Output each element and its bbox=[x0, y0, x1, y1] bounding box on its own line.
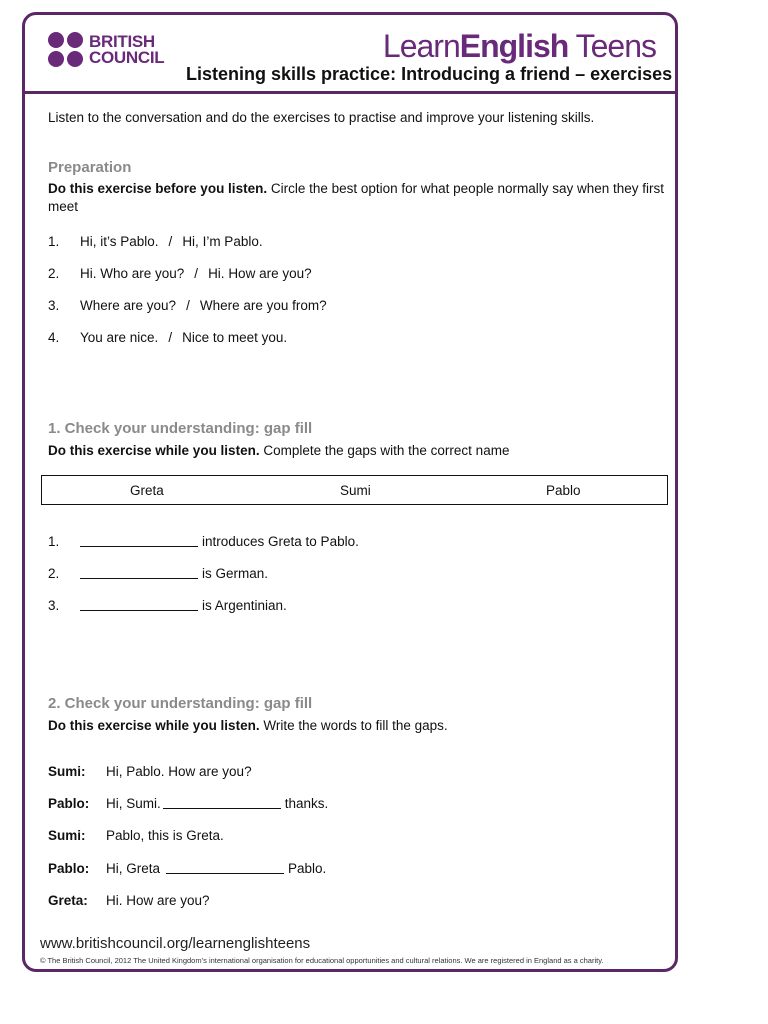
dialogue-line: Pablo: Hi, Sumi. thanks. bbox=[48, 796, 329, 811]
learnenglish-teens-logo bbox=[383, 28, 656, 65]
dialogue-line: Pablo: Hi, Greta Pablo. bbox=[48, 861, 327, 876]
preparation-title: Preparation bbox=[48, 159, 132, 176]
section2-title: 2. Check your understanding: gap fill bbox=[48, 695, 313, 712]
name-pablo: Pablo bbox=[546, 482, 581, 498]
footer-copyright: © The British Council, 2012 The United Kingdom’s international organisation for educational opportunities and cultural relations. We are registered in England as a charity. bbox=[40, 956, 604, 965]
gap-item: 1. introduces Greta to Pablo. bbox=[48, 534, 359, 549]
british-council-logo bbox=[48, 32, 164, 67]
footer-url[interactable]: www.britishcouncil.org/learnenglishteens bbox=[40, 935, 311, 952]
preparation-instr-bold: Do this exercise before you listen. bbox=[48, 181, 268, 196]
logo-teens: Teens bbox=[568, 28, 656, 64]
gap-blank[interactable] bbox=[163, 796, 281, 809]
list-item: 3. Where are you? / Where are you from? bbox=[48, 298, 327, 313]
logo-learn: Learn bbox=[382, 28, 460, 64]
name-greta: Greta bbox=[130, 482, 164, 498]
list-item: 4. You are nice. / Nice to meet you. bbox=[48, 330, 288, 345]
list-item: 2. Hi. Who are you? / Hi. How are you? bbox=[48, 266, 312, 281]
preparation-instr-text: Circle the best option for what people normally say when they first meet bbox=[48, 181, 665, 214]
gap-blank[interactable] bbox=[166, 861, 284, 874]
gap-blank[interactable] bbox=[80, 598, 198, 611]
logo-english: English bbox=[459, 28, 569, 64]
gap-blank[interactable] bbox=[80, 566, 198, 579]
header-divider bbox=[22, 91, 678, 94]
gap-item: 3. is Argentinian. bbox=[48, 598, 287, 613]
gap-blank[interactable] bbox=[80, 534, 198, 547]
dialogue-line: Sumi: Hi, Pablo. How are you? bbox=[48, 764, 252, 779]
intro-text: Listen to the conversation and do the exercises to practise and improve your listening skills. bbox=[48, 110, 595, 125]
british-council-dots-icon bbox=[48, 32, 83, 67]
brand-line2: COUNCIL bbox=[89, 47, 165, 67]
section2-instructions: Do this exercise while you listen. Write the words to fill the gaps. bbox=[48, 718, 448, 733]
dialogue-line: Sumi: Pablo, this is Greta. bbox=[48, 828, 224, 843]
name-sumi: Sumi bbox=[340, 482, 371, 498]
preparation-instructions bbox=[48, 180, 678, 216]
list-item: 1. Hi, it’s Pablo. / Hi, I’m Pablo. bbox=[48, 234, 263, 249]
names-box bbox=[41, 475, 668, 505]
section1-instructions: Do this exercise while you listen. Complete the gaps with the correct name bbox=[48, 443, 510, 458]
dialogue-line: Greta: Hi. How are you? bbox=[48, 893, 210, 908]
document-title: Listening skills practice: Introducing a friend – exercises bbox=[186, 64, 673, 84]
section1-title: 1. Check your understanding: gap fill bbox=[48, 420, 313, 437]
brand-line1: BRITISH bbox=[89, 31, 155, 51]
gap-item: 2. is German. bbox=[48, 566, 269, 581]
